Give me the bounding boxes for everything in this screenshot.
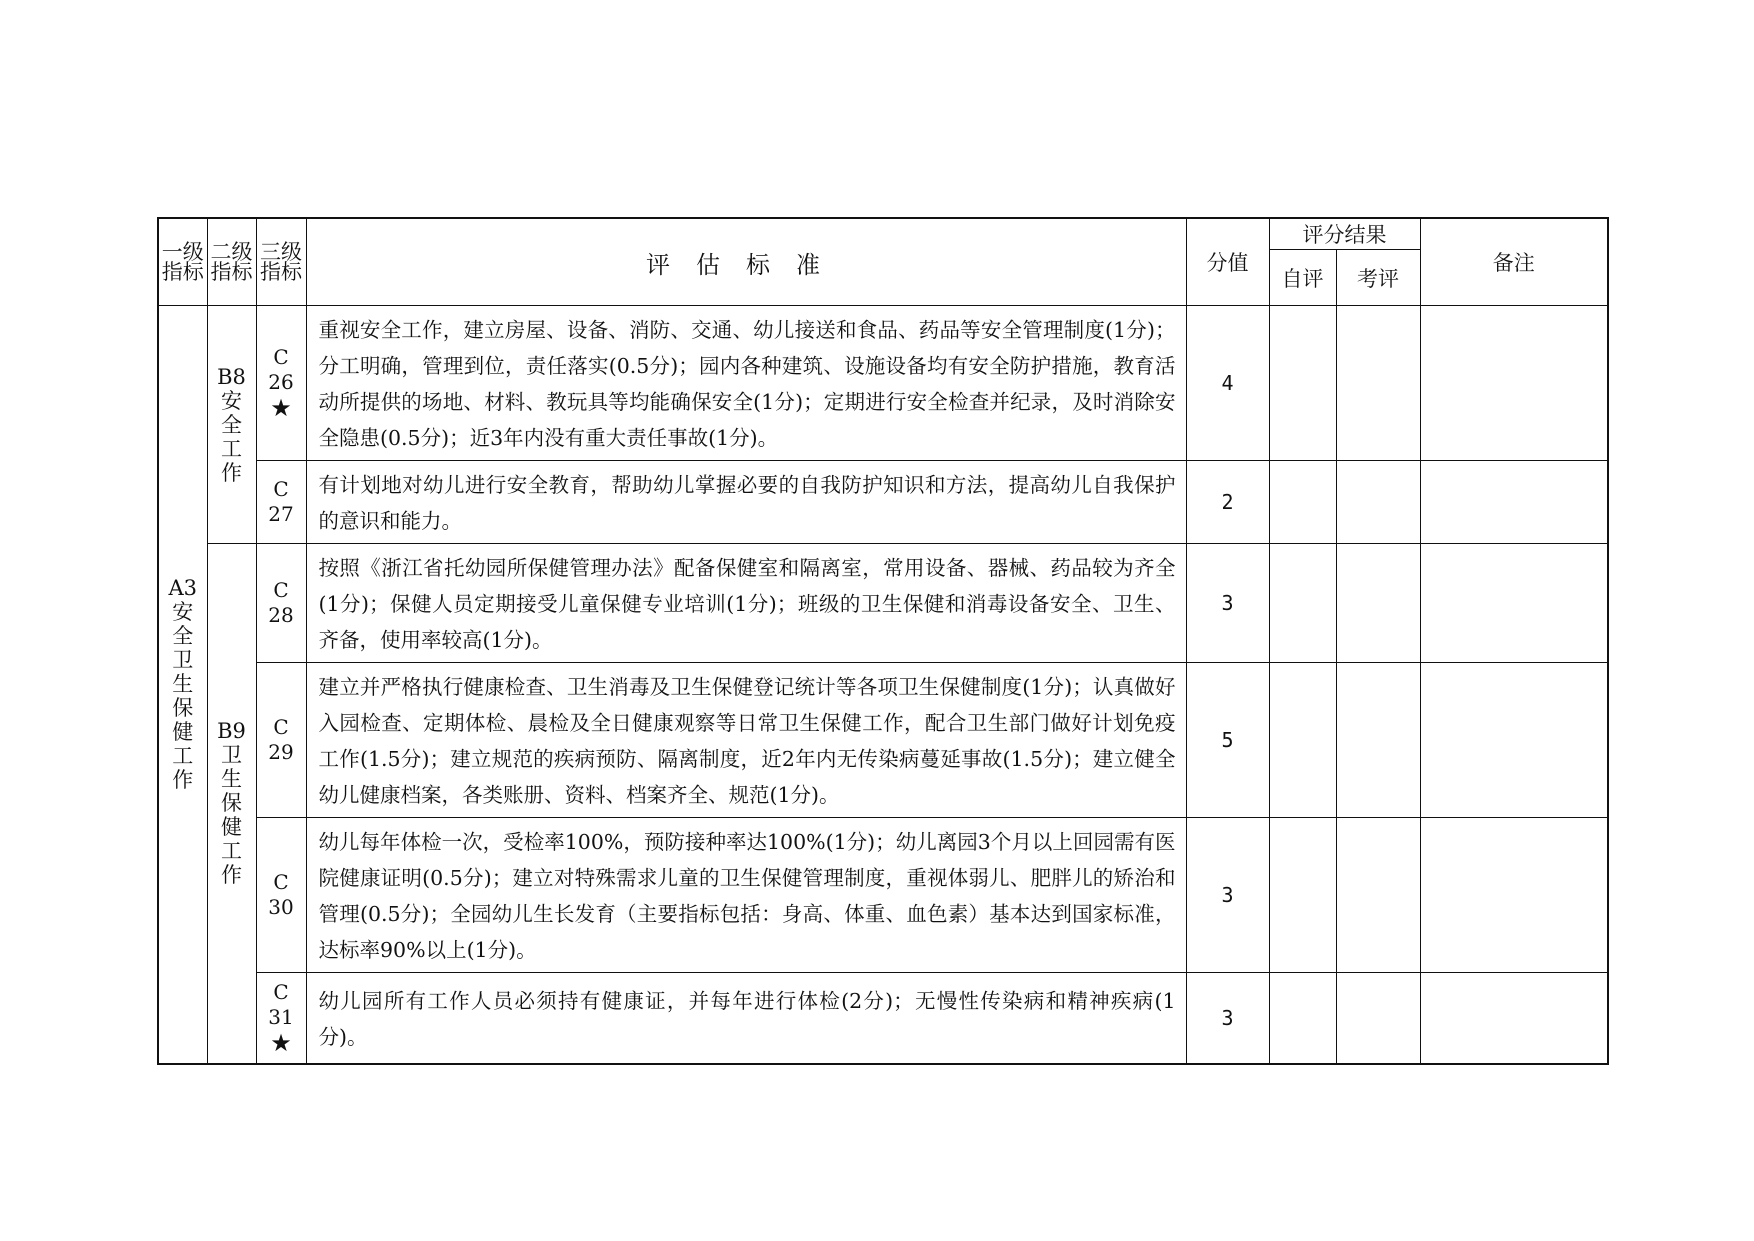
code-cell-c28	[256, 544, 306, 663]
criteria-c27: 有计划地对幼儿进行安全教育，帮助幼儿掌握必要的自我防护知识和方法，提高幼儿自我保护的意识和能力。	[306, 461, 1186, 544]
b8-cell	[207, 306, 256, 544]
b-indicator-b8: B8安全工作	[217, 364, 246, 485]
exam-eval-c28[interactable]	[1336, 544, 1420, 663]
b-indicator-b9: B9卫生保健工作	[217, 719, 246, 888]
exam-eval-c26[interactable]	[1336, 306, 1420, 461]
star-icon: ★	[270, 1028, 292, 1057]
a-indicator: A3安全卫生保健工作	[168, 576, 198, 793]
exam-eval-c31[interactable]	[1336, 973, 1420, 1064]
header-criteria: 评估标准	[306, 218, 1186, 306]
criteria-c28: 按照《浙江省托幼园所保健管理办法》配备保健室和隔离室，常用设备、器械、药品较为齐全(1分)；保健人员定期接受儿童保健专业培训(1分)；班级的卫生保健和消毒设备安全、卫生、齐备，使用率较高(1分)。	[306, 544, 1186, 663]
code-letter: C	[273, 979, 289, 1004]
criteria-c29: 建立并严格执行健康检查、卫生消毒及卫生保健登记统计等各项卫生保健制度(1分)；认真做好入园检查、定期体检、晨检及全日健康观察等日常卫生保健工作，配合卫生部门做好计划免疫工作(1.5分)；建立规范的疾病预防、隔离制度，近2年内无传染病蔓延事故(1.5分)；建立健全幼儿健康档案，各类账册、资料、档案齐全、规范(1分)。	[306, 663, 1186, 818]
score-c27: 2	[1186, 461, 1269, 544]
criteria-c31: 幼儿园所有工作人员必须持有健康证，并每年进行体检(2分)；无慢性传染病和精神疾病(1分)。	[306, 973, 1186, 1064]
self-eval-c30[interactable]	[1269, 818, 1336, 973]
code-cell-c29	[256, 663, 306, 818]
exam-eval-c30[interactable]	[1336, 818, 1420, 973]
exam-eval-c29[interactable]	[1336, 663, 1420, 818]
header-self-eval: 自评	[1269, 250, 1336, 306]
code-number: 30	[268, 895, 294, 919]
self-eval-c26[interactable]	[1269, 306, 1336, 461]
score-c30: 3	[1186, 818, 1269, 973]
header-level2: 二级指标	[207, 218, 256, 306]
evaluation-table	[157, 217, 1609, 1065]
score-c26: 4	[1186, 306, 1269, 461]
code-cell-c27	[256, 461, 306, 544]
exam-eval-c27[interactable]	[1336, 461, 1420, 544]
code-letter: C	[273, 870, 289, 894]
code-number: 26	[268, 370, 294, 394]
header-level3: 三级指标	[256, 218, 306, 306]
code-cell-c30	[256, 818, 306, 973]
code-number: 31	[268, 1004, 294, 1029]
code-letter: C	[273, 477, 289, 501]
self-eval-c29[interactable]	[1269, 663, 1336, 818]
notes-c30[interactable]	[1420, 818, 1608, 973]
notes-c28[interactable]	[1420, 544, 1608, 663]
criteria-c26: 重视安全工作，建立房屋、设备、消防、交通、幼儿接送和食品、药品等安全管理制度(1分)；分工明确，管理到位，责任落实(0.5分)；园内各种建筑、设施设备均有安全防护措施，教育活动所提供的场地、材料、教玩具等均能确保安全(1分)；定期进行安全检查并纪录，及时消除安全隐患(0.5分)；近3年内没有重大责任事故(1分)。	[306, 306, 1186, 461]
star-icon: ★	[270, 394, 292, 422]
header-result: 评分结果	[1269, 218, 1420, 250]
code-letter: C	[273, 715, 289, 739]
header-level1: 一级指标	[158, 218, 207, 306]
notes-c31[interactable]	[1420, 973, 1608, 1064]
a-indicator-cell	[158, 306, 207, 1064]
score-c31: 3	[1186, 973, 1269, 1064]
code-cell-c31	[256, 973, 306, 1064]
score-c29: 5	[1186, 663, 1269, 818]
code-number: 27	[268, 502, 294, 526]
criteria-c30: 幼儿每年体检一次，受检率100%，预防接种率达100%(1分)；幼儿离园3个月以上回园需有医院健康证明(0.5分)；建立对特殊需求儿童的卫生保健管理制度，重视体弱儿、肥胖儿的矫治和管理(0.5分)；全园幼儿生长发育（主要指标包括：身高、体重、血色素）基本达到国家标准，达标率90%以上(1分)。	[306, 818, 1186, 973]
code-number: 29	[268, 740, 294, 764]
header-notes: 备注	[1420, 218, 1608, 306]
header-score: 分值	[1186, 218, 1269, 306]
code-letter: C	[273, 578, 289, 602]
notes-c26[interactable]	[1420, 306, 1608, 461]
code-letter: C	[273, 345, 289, 369]
self-eval-c31[interactable]	[1269, 973, 1336, 1064]
header-exam-eval: 考评	[1336, 250, 1420, 306]
code-cell-c26	[256, 306, 306, 461]
score-c28: 3	[1186, 544, 1269, 663]
notes-c29[interactable]	[1420, 663, 1608, 818]
self-eval-c28[interactable]	[1269, 544, 1336, 663]
self-eval-c27[interactable]	[1269, 461, 1336, 544]
notes-c27[interactable]	[1420, 461, 1608, 544]
b9-cell	[207, 544, 256, 1064]
code-number: 28	[268, 603, 294, 627]
